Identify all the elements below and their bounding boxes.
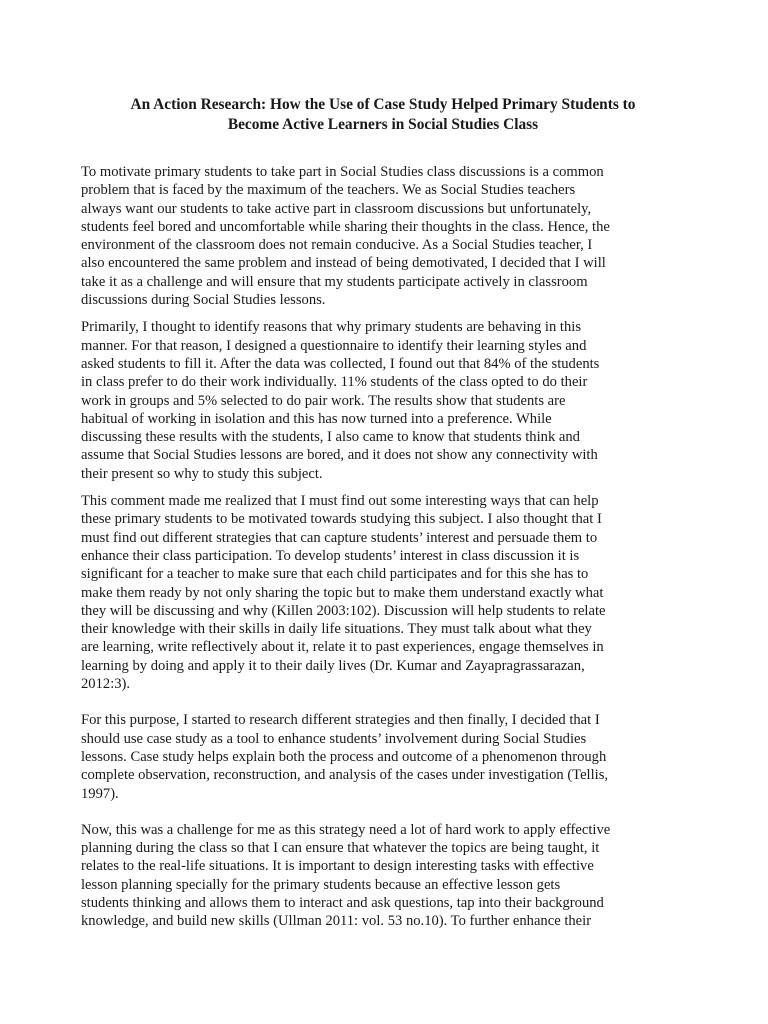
text-line: also encountered the same problem and instead of being demotivated, I decided that I will xyxy=(81,255,606,272)
text-line: always want our students to take active part in classroom discussions but unfortunately, xyxy=(81,200,592,217)
text-line: 2012:3). xyxy=(81,676,131,693)
text-line: these primary students to be motivated towards studying this subject. I also thought that I xyxy=(81,511,602,528)
text-line: lesson planning specially for the primary students because an effective lesson gets xyxy=(81,876,561,893)
text-line: enhance their class participation. To develop students’ interest in class discussion it is xyxy=(81,547,580,564)
text-line: Primarily, I thought to identify reasons that why primary students are behaving in this xyxy=(81,319,582,336)
title-line: Become Active Learners in Social Studies Class xyxy=(227,116,539,133)
text-line: problem that is faced by the maximum of the teachers. We as Social Studies teachers xyxy=(81,182,576,199)
text-line: 1997). xyxy=(81,785,119,802)
text-line: knowledge, and build new skills (Ullman 2011: vol. 53 no.10). To further enhance their xyxy=(81,913,592,930)
text-line: their present so why to study this subject. xyxy=(81,465,323,482)
text-line: they will be discussing and why (Killen 2003:102). Discussion will help students to relate xyxy=(81,602,606,619)
text-line: are learning, write reflectively about it, relate it to past experiences, engage themselves in xyxy=(81,639,604,656)
text-line: learning by doing and apply it to their daily lives (Dr. Kumar and Zayapragrassarazan, xyxy=(81,657,585,674)
text-line: students feel bored and uncomfortable while sharing their thoughts in the class. Hence, the xyxy=(81,218,610,235)
text-line: assume that Social Studies lessons are bored, and it does not show any connectivity with xyxy=(81,447,598,464)
text-line: To motivate primary students to take part in Social Studies class discussions is a common xyxy=(81,164,604,180)
text-line: their knowledge with their skills in daily life situations. They must talk about what they xyxy=(81,621,592,638)
text-line: discussions during Social Studies lessons. xyxy=(81,292,326,309)
text-line: For this purpose, I started to research different strategies and then finally, I decided that I xyxy=(81,712,600,729)
text-line: should use case study as a tool to enhance students’ involvement during Social Studies xyxy=(81,730,587,747)
text-line: planning during the class so that I can ensure that whatever the topics are being taught, it xyxy=(81,840,600,857)
paragraph-5 xyxy=(81,821,685,931)
paragraph-spacer xyxy=(81,803,685,821)
paragraph-spacer xyxy=(81,309,685,318)
paragraph-spacer xyxy=(81,483,685,492)
text-line: in class prefer to do their work individually. 11% students of the class opted to do their xyxy=(81,374,588,391)
paragraph-3 xyxy=(81,492,685,693)
title-line: An Action Research: How the Use of Case Study Helped Primary Students to xyxy=(130,96,636,113)
text-line: students thinking and allows them to interact and ask questions, tap into their background xyxy=(81,894,604,911)
paragraph-2 xyxy=(81,318,685,483)
text-line: must find out different strategies that can capture students’ interest and persuade them to xyxy=(81,529,598,546)
text-line: take it as a challenge and will ensure that my students participate actively in classroom xyxy=(81,273,588,290)
text-line: manner. For that reason, I designed a questionnaire to identify their learning styles and xyxy=(81,337,587,354)
text-line: habitual of working in isolation and this has now turned into a preference. While xyxy=(81,410,552,427)
text-line: discussing these results with the students, I also came to know that students think and xyxy=(81,429,580,446)
text-line: This comment made me realized that I must find out some interesting ways that can help xyxy=(81,493,599,510)
text-line: make them ready by not only sharing the topic but to make them understand exactly what xyxy=(81,584,604,601)
paragraph-1 xyxy=(81,163,685,309)
text-line: relates to the real-life situations. It is important to design interesting tasks with effective xyxy=(81,858,594,875)
text-line: asked students to fill it. After the data was collected, I found out that 84% of the students xyxy=(81,355,600,372)
text-line: significant for a teacher to make sure that each child participates and for this she has to xyxy=(81,566,589,583)
text-line: lessons. Case study helps explain both the process and outcome of a phenomenon through xyxy=(81,748,607,765)
text-line: environment of the classroom does not remain conducive. As a Social Studies teacher, I xyxy=(81,237,593,254)
paragraph-4 xyxy=(81,711,685,802)
document-title xyxy=(81,95,685,135)
paragraph-spacer xyxy=(81,693,685,711)
text-line: work in groups and 5% selected to do pair work. The results show that students are xyxy=(81,392,566,409)
document-page xyxy=(81,95,685,931)
text-line: Now, this was a challenge for me as this strategy need a lot of hard work to apply effective xyxy=(81,821,611,838)
text-line: complete observation, reconstruction, and analysis of the cases under investigation (Tellis, xyxy=(81,767,609,784)
